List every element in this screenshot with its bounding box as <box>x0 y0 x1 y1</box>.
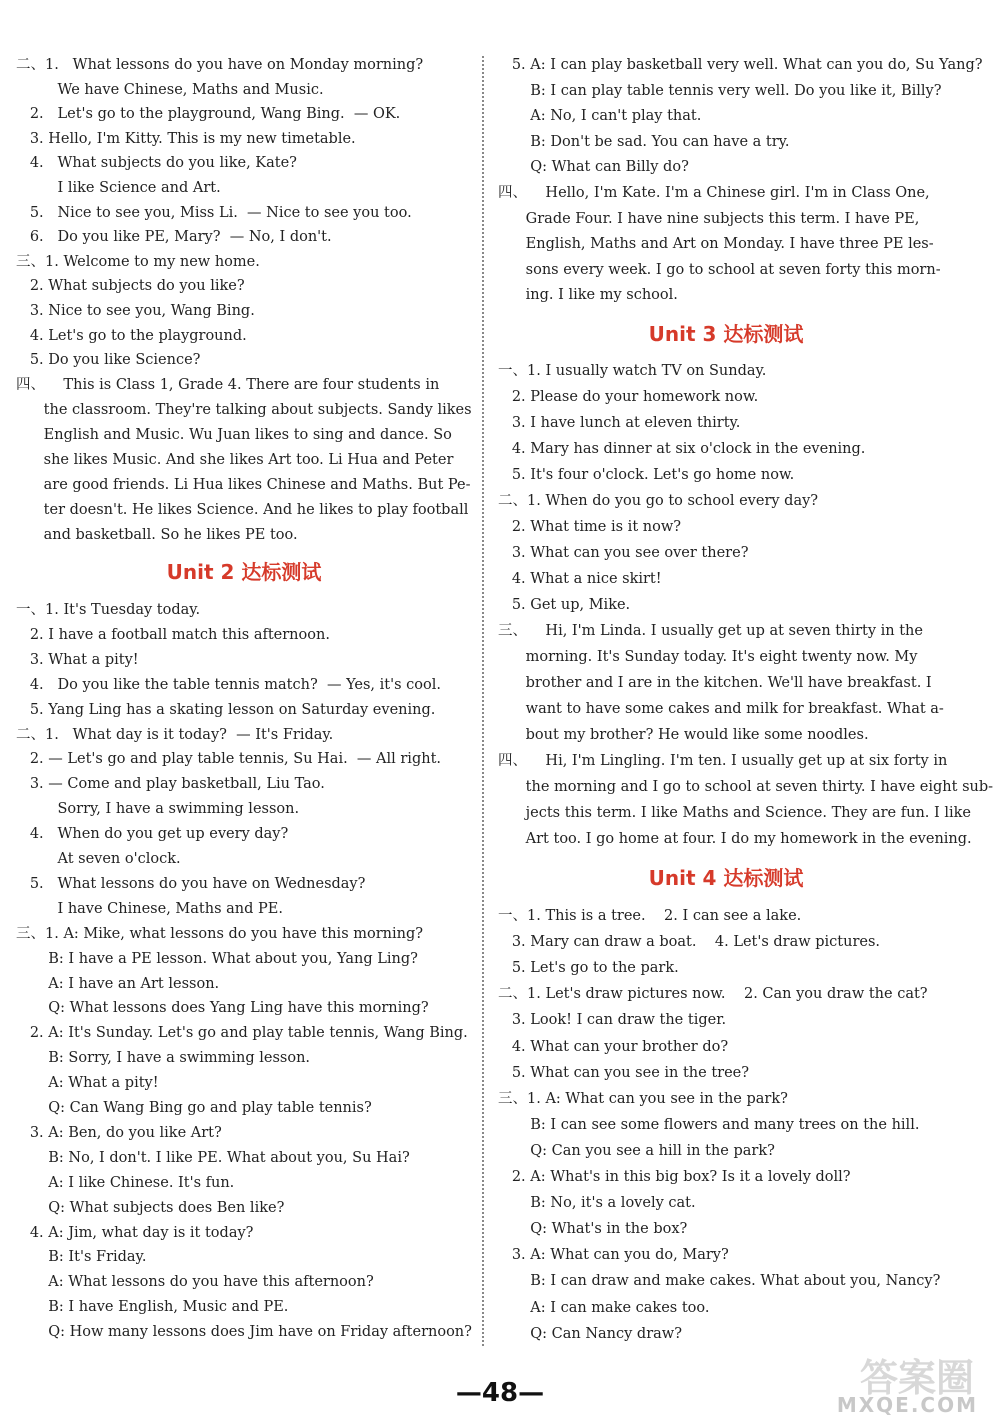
right-para1-line: Grade Four. I have nine subjects this term. I have PE, <box>498 210 920 227</box>
unit4-lines-line: 3. Look! I can draw the tiger. <box>498 1012 727 1029</box>
unit2-lines-line: Q: How many lessons does Jim have on Friday afternoon? <box>16 1324 472 1341</box>
unit2-lines-line: 4. When do you get up every day? <box>16 826 289 843</box>
unit4-lines-line: 2. A: What's in this big box? Is it a lovely doll? <box>498 1169 851 1185</box>
left-para-line: English and Music. Wu Juan likes to sing and dance. So <box>16 427 452 443</box>
left-para-line: the classroom. They're talking about subjects. Sandy likes <box>16 402 472 418</box>
unit2-lines-line: Sorry, I have a swimming lesson. <box>16 801 300 818</box>
unit3-para4-line: 四、 Hi, I'm Lingling. I'm ten. I usually get up at six forty in <box>498 753 948 769</box>
unit4-lines-line: Q: What's in the box? <box>498 1221 688 1238</box>
unit4-lines-line: 3. Mary can draw a boat. 4. Let's draw pictures. <box>498 934 881 951</box>
unit2-lines-line: 2. A: It's Sunday. Let's go and play table tennis, Wang Bing. <box>16 1025 468 1042</box>
unit2-lines-line: 3. — Come and play basketball, Liu Tao. <box>16 776 325 793</box>
right-para1-line: ing. I like my school. <box>498 287 678 303</box>
unit2-lines-line: 三、1. A: Mike, what lessons do you have this morning? <box>16 925 424 942</box>
unit3-para4-line: the morning and I go to school at seven thirty. I have eight sub- <box>498 779 994 795</box>
right-top-lines-line: 5. A: I can play basketball very well. What can you do, Su Yang? <box>498 57 983 73</box>
left-lines-line: I like Science and Art. <box>16 180 221 196</box>
unit2-lines-line: I have Chinese, Maths and PE. <box>16 900 283 917</box>
left-lines-line: We have Chinese, Maths and Music. <box>16 81 324 98</box>
unit2-lines-line: 3. What a pity! <box>16 651 139 668</box>
unit2-lines-line: B: I have a PE lesson. What about you, Yang Ling? <box>16 950 418 967</box>
right-top-lines-line: B: I can play table tennis very well. Do you like it, Billy? <box>498 82 942 99</box>
unit4-lines-line: 4. What can your brother do? <box>498 1038 729 1055</box>
unit4-lines-line: B: I can draw and make cakes. What about you, Nancy? <box>498 1273 941 1290</box>
unit3-lines-line: 4. Mary has dinner at six o'clock in the evening. <box>498 441 866 457</box>
unit4-lines-line: 三、1. A: What can you see in the park? <box>498 1090 788 1107</box>
left-lines-line: 三、1. Welcome to my new home. <box>16 253 260 270</box>
left-lines-line: 4. What subjects do you like, Kate? <box>16 155 297 172</box>
unit2-lines-line: 2. I have a football match this afternoon. <box>16 626 330 643</box>
unit2-lines-line: Q: Can Wang Bing go and play table tennis? <box>16 1100 372 1116</box>
unit2-lines-line: A: I have an Art lesson. <box>16 975 220 992</box>
unit4-lines-line: Q: Can Nancy draw? <box>498 1325 682 1342</box>
unit2-lines-line: 2. — Let's go and play table tennis, Su Hai. — All right. <box>16 751 442 768</box>
unit2-lines-line: 一、1. It's Tuesday today. <box>16 602 201 618</box>
unit4-lines-line: 一、1. This is a tree. 2. I can see a lake. <box>498 908 802 924</box>
unit3-lines-line: 4. What a nice skirt! <box>498 571 662 587</box>
left-para-line: 四、 This is Class 1, Grade 4. There are four students in <box>16 377 440 393</box>
unit2-lines-line: 5. What lessons do you have on Wednesday? <box>16 875 366 892</box>
left-lines-line: 6. Do you like PE, Mary? — No, I don't. <box>16 229 332 246</box>
page-number: —48— <box>455 1378 545 1408</box>
left-lines-line: 2. Let's go to the playground, Wang Bing. — OK. <box>16 106 401 123</box>
unit4-heading: Unit 4 达标测试 <box>648 866 804 890</box>
watermark-url: MXQE.COM <box>836 1393 978 1417</box>
unit2-lines-line: B: No, I don't. I like PE. What about you, Su Hai? <box>16 1149 410 1166</box>
right-para1-line: 四、 Hello, I'm Kate. I'm a Chinese girl. I'm in Class One, <box>498 185 930 201</box>
unit4-lines-line: A: I can make cakes too. <box>498 1299 710 1316</box>
unit2-lines-line: Q: What lessons does Yang Ling have this morning? <box>16 1000 429 1017</box>
unit2-lines-line: 4. A: Jim, what day is it today? <box>16 1224 254 1241</box>
unit2-lines-line: Q: What subjects does Ben like? <box>16 1199 285 1216</box>
unit2-lines-line: B: It's Friday. <box>16 1249 147 1266</box>
unit3-lines-line: 5. It's four o'clock. Let's go home now. <box>498 467 795 483</box>
unit3-para4-line: Art too. I go home at four. I do my homework in the evening. <box>498 831 972 847</box>
left-lines-line: 5. Nice to see you, Miss Li. — Nice to see you too. <box>16 204 412 221</box>
left-lines-line: 二、1. What lessons do you have on Monday morning? <box>16 57 424 73</box>
unit2-lines-line: B: Sorry, I have a swimming lesson. <box>16 1050 311 1067</box>
left-lines-line: 5. Do you like Science? <box>16 352 201 369</box>
unit2-lines-line: 4. Do you like the table tennis match? — Yes, it's cool. <box>16 676 441 693</box>
unit3-lines-line: 3. What can you see over there? <box>498 545 749 561</box>
unit2-lines-line: At seven o'clock. <box>16 851 181 867</box>
unit2-lines-line: A: What a pity! <box>16 1075 159 1092</box>
unit3-lines-line: 2. Please do your homework now. <box>498 389 759 405</box>
watermark-logo <box>838 1347 978 1417</box>
unit4-lines-line: B: I can see some flowers and many trees on the hill. <box>498 1116 920 1133</box>
left-para-line: she likes Music. And she likes Art too. Li Hua and Peter <box>16 452 454 468</box>
right-top-lines-line: B: Don't be sad. You can have a try. <box>498 133 790 150</box>
unit2-lines-line: A: What lessons do you have this afternoon? <box>16 1274 374 1291</box>
unit4-lines-line: 二、1. Let's draw pictures now. 2. Can you draw the cat? <box>498 986 928 1003</box>
unit2-lines-line: 二、1. What day is it today? — It's Friday. <box>16 726 334 743</box>
unit3-para4-line: jects this term. I like Maths and Science. They are fun. I like <box>498 805 971 821</box>
unit3-heading: Unit 3 达标测试 <box>648 322 804 346</box>
unit4-lines-line: 3. A: What can you do, Mary? <box>498 1247 729 1264</box>
unit2-lines-line: 3. A: Ben, do you like Art? <box>16 1124 222 1141</box>
watermark-logo-mark: 答案圈 <box>859 1356 974 1400</box>
right-top-lines-line: A: No, I can't play that. <box>498 108 702 124</box>
left-lines-line: 3. Hello, I'm Kitty. This is my new timetable. <box>16 130 356 147</box>
unit4-lines-line: 5. What can you see in the tree? <box>498 1064 750 1081</box>
unit4-lines-line: B: No, it's a lovely cat. <box>498 1195 696 1212</box>
unit3-para3-line: morning. It's Sunday today. It's eight twenty now. My <box>498 649 918 665</box>
left-lines-line: 3. Nice to see you, Wang Bing. <box>16 303 255 319</box>
unit3-para3-line: bout my brother? He would like some noodles. <box>498 727 869 743</box>
unit3-para3-line: brother and I are in the kitchen. We'll have breakfast. I <box>498 675 932 691</box>
left-para-line: and basketball. So he likes PE too. <box>16 527 298 543</box>
unit2-lines-line: B: I have English, Music and PE. <box>16 1299 289 1316</box>
unit3-lines-line: 二、1. When do you go to school every day? <box>498 493 819 509</box>
right-para1-line: English, Maths and Art on Monday. I have three PE les- <box>498 236 934 252</box>
unit3-para3-line: 三、 Hi, I'm Linda. I usually get up at seven thirty in the <box>498 623 923 639</box>
left-lines-line: 4. Let's go to the playground. <box>16 327 247 344</box>
unit3-lines-line: 一、1. I usually watch TV on Sunday. <box>498 363 767 379</box>
unit2-heading: Unit 2 达标测试 <box>166 560 322 584</box>
right-para1-line: sons every week. I go to school at seven forty this morn- <box>498 261 941 278</box>
unit2-lines-line: 5. Yang Ling has a skating lesson on Saturday evening. <box>16 701 436 718</box>
unit3-lines-line: 2. What time is it now? <box>498 519 682 535</box>
left-lines-line: 2. What subjects do you like? <box>16 278 245 295</box>
left-para-line: are good friends. Li Hua likes Chinese and Maths. But Pe- <box>16 477 471 493</box>
left-para-line: ter doesn't. He likes Science. And he likes to play football <box>16 502 469 518</box>
unit3-lines-line: 3. I have lunch at eleven thirty. <box>498 415 741 431</box>
unit2-lines-line: A: I like Chinese. It's fun. <box>16 1174 235 1191</box>
unit3-lines-line: 5. Get up, Mike. <box>498 597 631 613</box>
unit4-lines-line: Q: Can you see a hill in the park? <box>498 1142 775 1159</box>
column-divider <box>482 56 484 1346</box>
unit4-lines-line: 5. Let's go to the park. <box>498 960 679 977</box>
right-top-lines-line: Q: What can Billy do? <box>498 159 689 175</box>
unit3-para3-line: want to have some cakes and milk for breakfast. What a- <box>498 701 944 717</box>
